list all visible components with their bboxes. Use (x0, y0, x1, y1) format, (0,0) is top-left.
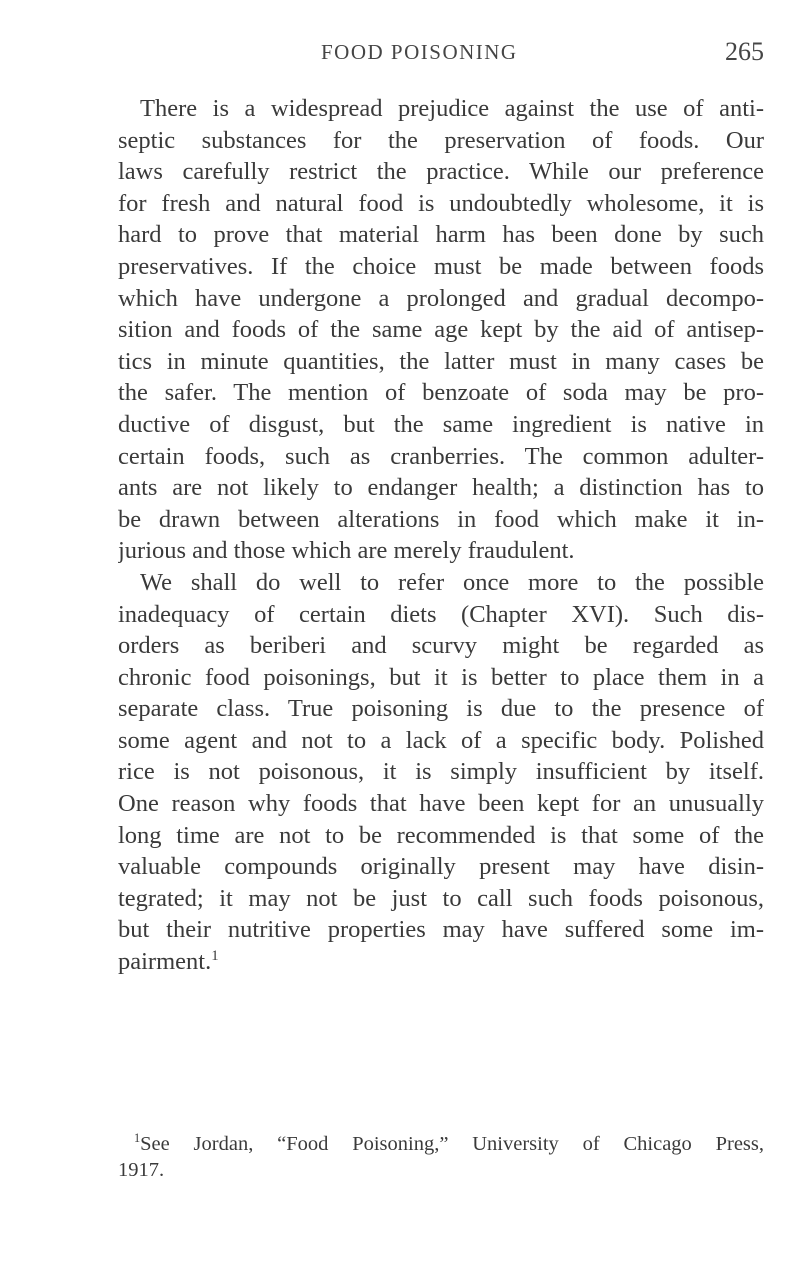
text-line: ants are not likely to endanger health; a distinction has to (118, 474, 764, 502)
text-line: One reason why foods that have been kept for an unusually (118, 790, 764, 818)
text-line: We shall do well to refer once more to the possible (140, 568, 764, 596)
text-line: hard to prove that material harm has been done by such (118, 221, 764, 249)
text-line: chronic food poisonings, but it is better to place them in a (118, 663, 764, 691)
text-line-last (118, 946, 764, 978)
text-line: preservatives. If the choice must be made between foods (118, 252, 764, 280)
text-line: There is a widespread prejudice against the use of anti- (140, 95, 764, 122)
footnote-text: See Jordan, “Food Poisoning,” University of Chicago Press, (140, 1133, 764, 1155)
text-line: ductive of disgust, but the same ingredient is native in (118, 410, 764, 438)
footnote-reference: 1 (211, 947, 219, 964)
text-line: the safer. The mention of benzoate of soda may be pro- (118, 379, 764, 407)
text-line: certain foods, such as cranberries. The common adulter- (118, 442, 764, 470)
text-line: long time are not to be recommended is that some of the (118, 821, 764, 849)
footnote (118, 1131, 764, 1183)
page-header (118, 34, 764, 70)
text-line: tics in minute quantities, the latter must in many cases be (118, 347, 764, 375)
text-line: inadequacy of certain diets (Chapter XVI). Such dis- (118, 600, 764, 628)
text-line: for fresh and natural food is undoubtedly wholesome, it is (118, 189, 764, 217)
text-line: separate class. True poisoning is due to the presence of (118, 695, 764, 723)
footnote-line: 1917. (118, 1159, 165, 1181)
text-line: but their nutritive properties may have suffered some im- (118, 916, 764, 944)
text-line: be drawn between alterations in food which make it in- (118, 505, 764, 533)
text-line: sition and foods of the same age kept by the aid of antisep- (118, 316, 764, 344)
text-line: tegrated; it may not be just to call such foods poisonous, (118, 884, 764, 912)
text-line: some agent and not to a lack of a specific body. Polished (118, 726, 764, 754)
text-line: orders as beriberi and scurvy might be regarded as (118, 632, 764, 660)
footnote-line (118, 1131, 764, 1157)
text-line: laws carefully restrict the practice. While our preference (118, 158, 764, 186)
body-text (118, 93, 764, 978)
text-line: rice is not poisonous, it is simply insufficient by itself. (118, 758, 764, 786)
text-line-content: pairment. (118, 948, 212, 976)
text-line: septic substances for the preservation of foods. Our (118, 126, 764, 154)
text-line: jurious and those which are merely fraudulent. (118, 537, 575, 565)
text-line: valuable compounds originally present may have disin- (118, 853, 764, 881)
text-line: which have undergone a prolonged and gradual decompo- (118, 284, 764, 312)
page-number: 265 (725, 37, 764, 66)
running-head: FOOD POISONING (321, 40, 518, 64)
footnote-marker: 1 (134, 1131, 141, 1146)
